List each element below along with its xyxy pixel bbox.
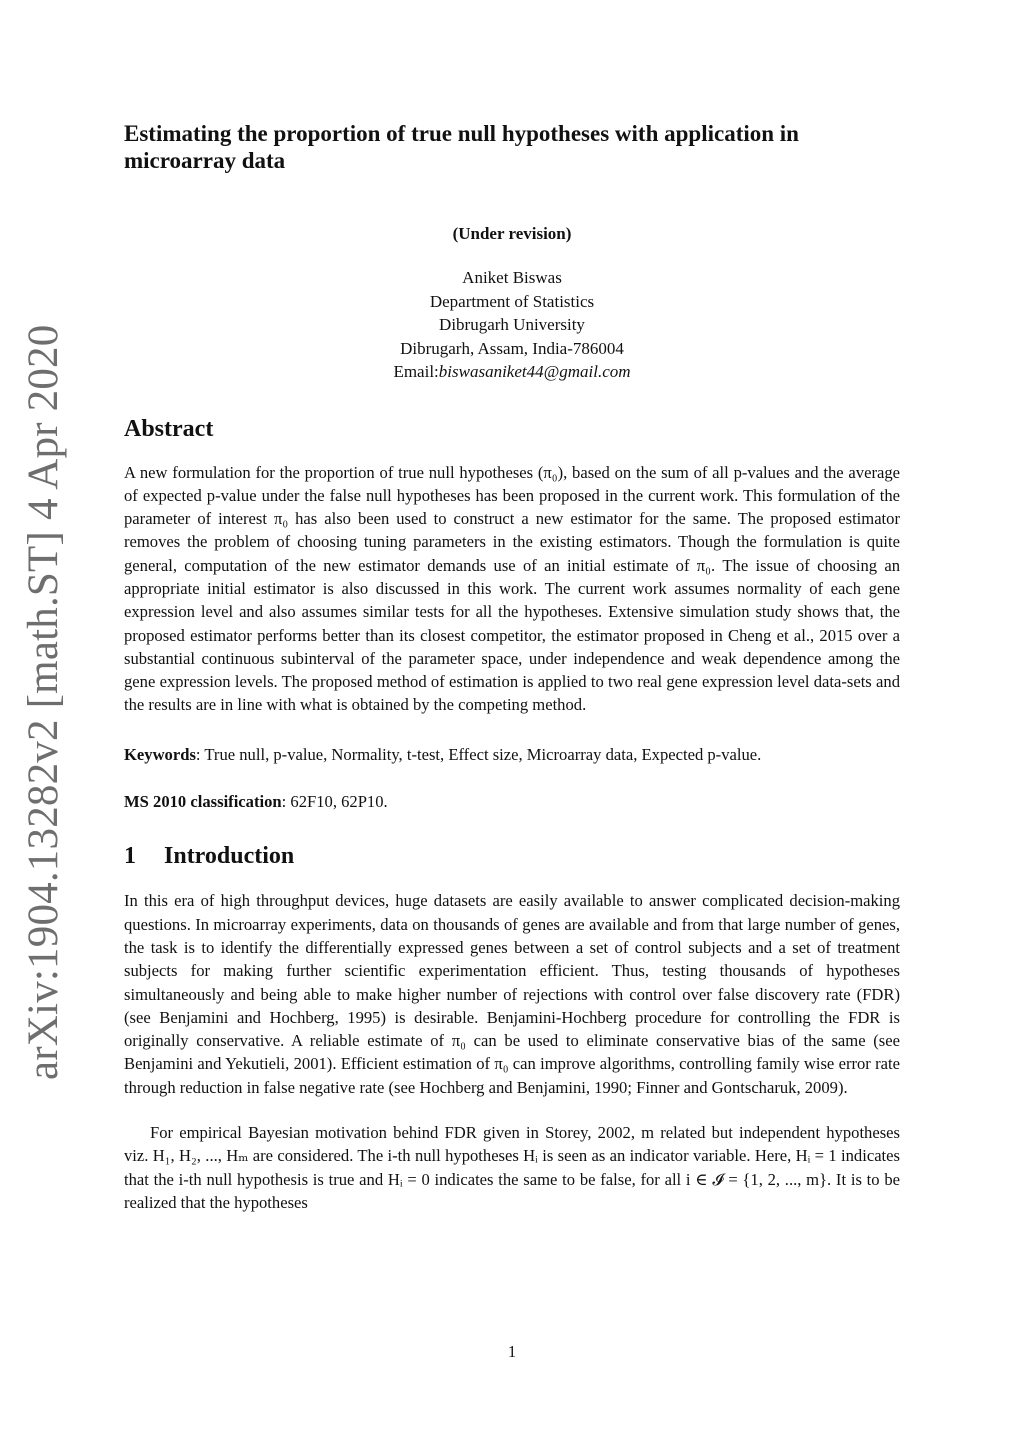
intro-paragraph-2: For empirical Bayesian motivation behind FDR given in Storey, 2002, m related but independent hypotheses viz. H₁, H₂, ..., Hₘ are considered. The i-th null hypotheses Hᵢ is seen as an indicator variable. Here, Hᵢ = 1 indicates that the i-th null hypothesis is true and Hᵢ = 0 indicates the same to be false, for all i ∈ 𝓘 = {1, 2, ..., m}. It is to be realized that the hypotheses: [124, 1123, 900, 1212]
keywords-label: Keywords: [124, 744, 196, 764]
author-name: Aniket Biswas: [462, 268, 562, 287]
author-block: [124, 266, 900, 384]
keywords-text: : True null, p-value, Normality, t-test, Effect size, Microarray data, Expected p-value.: [195, 744, 762, 764]
abstract-heading: Abstract: [124, 415, 214, 442]
msc-label: MS 2010 classification: [124, 792, 282, 812]
author-department: Department of Statistics: [429, 291, 595, 311]
email-address[interactable]: biswasaniket44@gmail.com: [438, 362, 631, 381]
author-university: Dibrugarh University: [439, 315, 585, 334]
section-heading-introduction: [124, 841, 900, 871]
author-email-line: [124, 360, 900, 384]
paper-title: Estimating the proportion of true null hypotheses with application in microarray data: [124, 121, 799, 173]
section-title: Introduction: [164, 843, 295, 870]
revision-status: (Under revision): [452, 224, 572, 243]
abstract-body: A new formulation for the proportion of true null hypotheses (π₀), based on the sum of all p-values and the average of expected p-value under the false null hypotheses has been proposed in the current work. This formulation of the parameter of interest π₀ has also been used to construct a new estimator for the same. The proposed estimator removes the problem of choosing tuning parameters in the existing estimators. Though the formulation is quite general, computation of the new estimator demands use of an initial estimate of π₀. The issue of choosing an appropriate initial estimator is also discussed in this work. The current work assumes normality of each gene expression level and also assumes similar tests for all the hypotheses. Extensive simulation study shows that, the proposed estimator performs better than its closest competitor, the estimator proposed in Cheng et al., 2015 over a substantial continuous subinterval of the parameter space, under independence and weak dependence among the gene expression levels. The proposed method of estimation is applied to two real gene expression level data-sets and the results are in line with what is obtained by the competing method.: [124, 462, 900, 715]
msc-text: : 62F10, 62P10.: [281, 792, 388, 812]
keywords-line: [124, 743, 900, 766]
email-label: Email:: [393, 362, 439, 381]
intro-paragraph-1: In this era of high throughput devices, huge datasets are easily available to answer complicated decision-making questions. In microarray experiments, data on thousands of genes are available and from that large number of genes, the task is to identify the differentially expressed genes between a set of control subjects and a set of treatment subjects for making further scientific experimentation efficient. Thus, testing thousands of hypotheses simultaneously and being able to make higher number of rejections with control over false discovery rate (FDR) (see Benjamini and Hochberg, 1995) is desirable. Benjamini-Hochberg procedure for controlling the FDR is originally conservative. A reliable estimate of π₀ can be used to eliminate conservative bias of the same (see Benjamini and Yekutieli, 2001). Efficient estimation of π₀ can improve algorithms, controlling family wise error rate through reduction in false negative rate (see Hochberg and Benjamini, 1990; Finner and Gontscharuk, 2009).: [124, 891, 900, 1097]
paper-content: [124, 118, 900, 1214]
msc-classification: [124, 790, 900, 813]
page-number: 1: [507, 1342, 517, 1361]
section-number: 1: [124, 843, 136, 870]
author-address: Dibrugarh, Assam, India-786004: [400, 338, 624, 358]
arxiv-identifier-stamp: arXiv:1904.13282v2 [math.ST] 4 Apr 2020: [20, 324, 67, 1080]
